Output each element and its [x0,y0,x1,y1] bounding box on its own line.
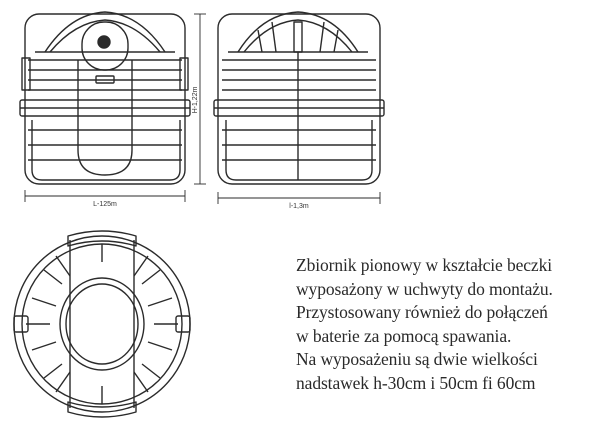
height-dimension-label: H-1,22m [192,86,199,114]
description-line: w baterie za pomocą spawania. [296,325,512,346]
length-dimension-label: L-125m [93,201,117,208]
description-line: Na wyposażeniu są dwie wielkości [296,349,538,370]
description-line: wyposażony w uchwyty do montażu. [296,278,553,299]
description-line: nadstawek h-30cm i 50cm fi 60cm [296,372,536,393]
front-view [20,12,190,184]
description-line: Przystosowany również do połączeń [296,302,548,323]
tank-description [296,254,596,396]
top-view [14,231,190,417]
side-view [214,12,384,184]
width-dimension-label: l-1,3m [289,203,309,210]
description-line: Zbiornik pionowy w kształcie beczki [296,255,553,275]
